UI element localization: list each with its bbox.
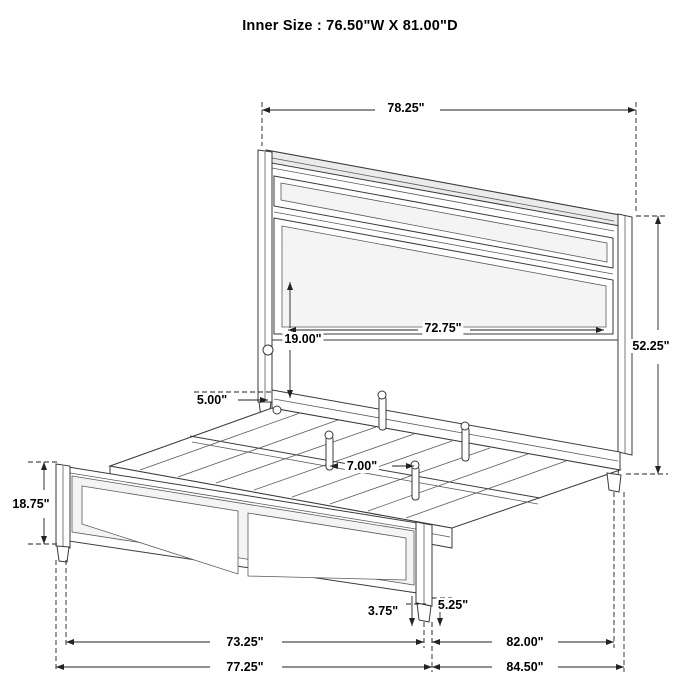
page-title: Inner Size : 76.50"W X 81.00"D [242, 18, 458, 34]
dim-label-rail-drop: 19.00" [284, 332, 322, 346]
dim-label-leg-height: 5.25" [437, 598, 469, 612]
dim-label-foot-leg-height: 3.75" [367, 604, 399, 618]
dim-label-headboard-panel-width: 72.75" [424, 321, 462, 335]
dim-label-rail-offset: 5.00" [196, 393, 228, 407]
dim-label-footboard-outer-width: 77.25" [226, 660, 264, 674]
dim-label-headboard-width: 78.25" [387, 101, 425, 115]
dim-label-slat-spacing: 7.00" [346, 459, 378, 473]
dim-label-footboard-inner-width: 73.25" [226, 635, 264, 649]
dim-label-bed-inner-depth: 82.00" [506, 635, 544, 649]
dim-label-footboard-height: 18.75" [12, 497, 50, 511]
dim-label-bed-outer-depth: 84.50" [506, 660, 544, 674]
dim-label-headboard-height: 52.25" [632, 339, 670, 353]
